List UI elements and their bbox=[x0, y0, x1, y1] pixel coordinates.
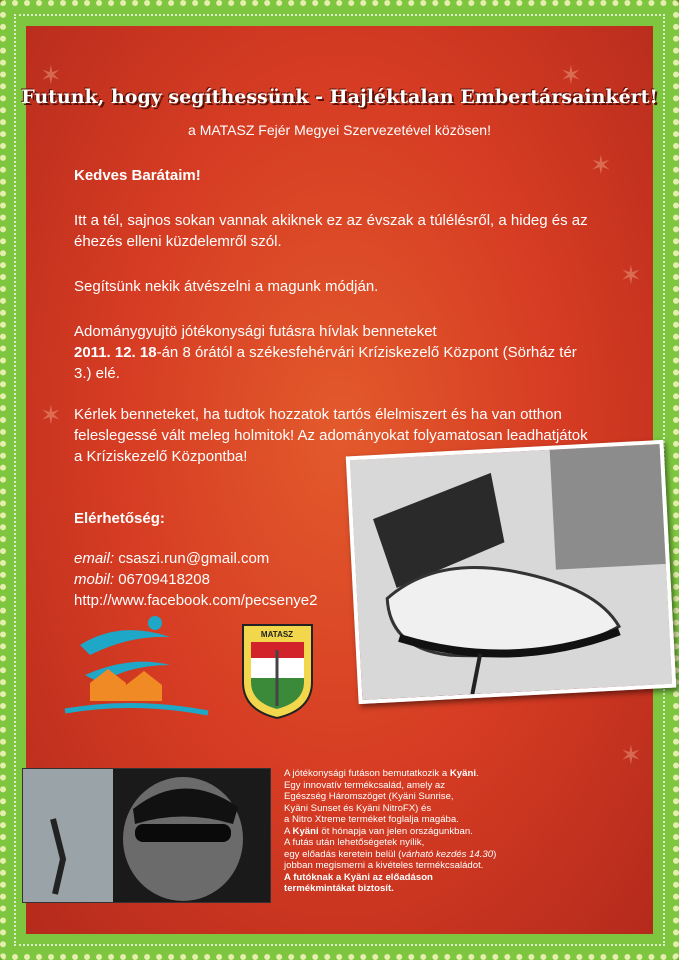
kyani-brand: Kyäni bbox=[449, 768, 476, 779]
email-label: email: bbox=[74, 550, 115, 567]
paragraph-donations: Kérlek benneteket, ha tudtok hozzatok tartós élelmiszert és ha van otthon feleslegessé vált meleg holmitok! Az adományokat folyamatosan leadhatjátok a Kríziskezelő Központba! bbox=[74, 406, 588, 465]
email-link[interactable]: csaszi.run@gmail.com bbox=[118, 550, 270, 567]
facebook-link[interactable]: http://www.facebook.com/pecsenye2 bbox=[74, 592, 318, 609]
kyani-start-time: várható kezdés 14.30 bbox=[401, 848, 494, 860]
star-icon: ✶ bbox=[620, 740, 642, 770]
matasz-badge bbox=[240, 622, 315, 720]
star-icon: ✶ bbox=[40, 400, 62, 430]
greeting: Kedves Barátaim! bbox=[74, 167, 201, 184]
mobil-number: 06709418208 bbox=[118, 571, 210, 588]
invitation-location: -án 8 órától a székesfehérvári Kríziskezelő Központ (Sörház tér 3.) elé. bbox=[74, 344, 577, 382]
kyani-line: Egészség Háromszöget (Kyäni Sunrise, bbox=[284, 791, 454, 802]
matasz-badge-text: MATASZ bbox=[260, 630, 294, 639]
subtitle: a MATASZ Fejér Megyei Szervezetével közösen! bbox=[188, 122, 491, 138]
shoe-photo bbox=[346, 440, 677, 704]
star-icon: ✶ bbox=[590, 150, 612, 180]
kyani-brand: Kyäni bbox=[292, 825, 319, 837]
kyani-line: ) bbox=[493, 848, 497, 860]
invitation-text: Adománygyujtö jótékonysági futásra hívlak benneteket bbox=[74, 323, 437, 340]
paragraph-help: Segítsünk nekik átvészelni a magunk módján. bbox=[74, 278, 379, 295]
kyani-line: jobban megismerni a kivételes termékcsaládot. bbox=[284, 860, 484, 871]
kyani-line: A bbox=[284, 825, 293, 837]
kyani-line: Egy innovatív termékcsalád, amely az bbox=[284, 779, 446, 791]
kyani-line-bold: termékmintákat biztosít. bbox=[284, 883, 394, 894]
runner-logo bbox=[60, 615, 210, 725]
kyani-line: Kyäni Sunset és Kyäni NitroFX) és bbox=[284, 802, 432, 814]
kyani-face-photo bbox=[22, 768, 271, 903]
kyani-line-bold: A futóknak a Kyäni az előadáson bbox=[284, 871, 433, 883]
mobil-label: mobil: bbox=[74, 571, 115, 588]
paragraph-invitation bbox=[74, 321, 594, 384]
star-icon: ✶ bbox=[40, 60, 62, 90]
event-date: 2011. 12. 18 bbox=[74, 344, 157, 361]
kyani-line: . bbox=[476, 768, 479, 779]
kyani-line: öt hónapja van jelen országunkban. bbox=[318, 825, 473, 837]
star-icon: ✶ bbox=[620, 260, 642, 290]
kyani-line: A futás után lehetőségetek nyílik, bbox=[284, 837, 425, 848]
page-title: Futunk, hogy segíthessünk - Hajléktalan Embertársainkért! bbox=[21, 86, 658, 108]
kyani-line: A jótékonysági futáson bemutatkozik a bbox=[284, 768, 450, 779]
contact-heading: Elérhetőség: bbox=[74, 510, 165, 527]
paragraph-intro: Itt a tél, sajnos sokan vannak akiknek ez az évszak a túlélésről, a hideg és az éhezés elleni küzdelemről szól. bbox=[74, 212, 588, 250]
kyani-line: a Nitro Xtreme terméket foglalja magába. bbox=[284, 814, 459, 825]
star-icon: ✶ bbox=[560, 60, 582, 90]
kyani-info bbox=[284, 768, 524, 895]
kyani-line: egy előadás keretein belül ( bbox=[284, 848, 402, 860]
